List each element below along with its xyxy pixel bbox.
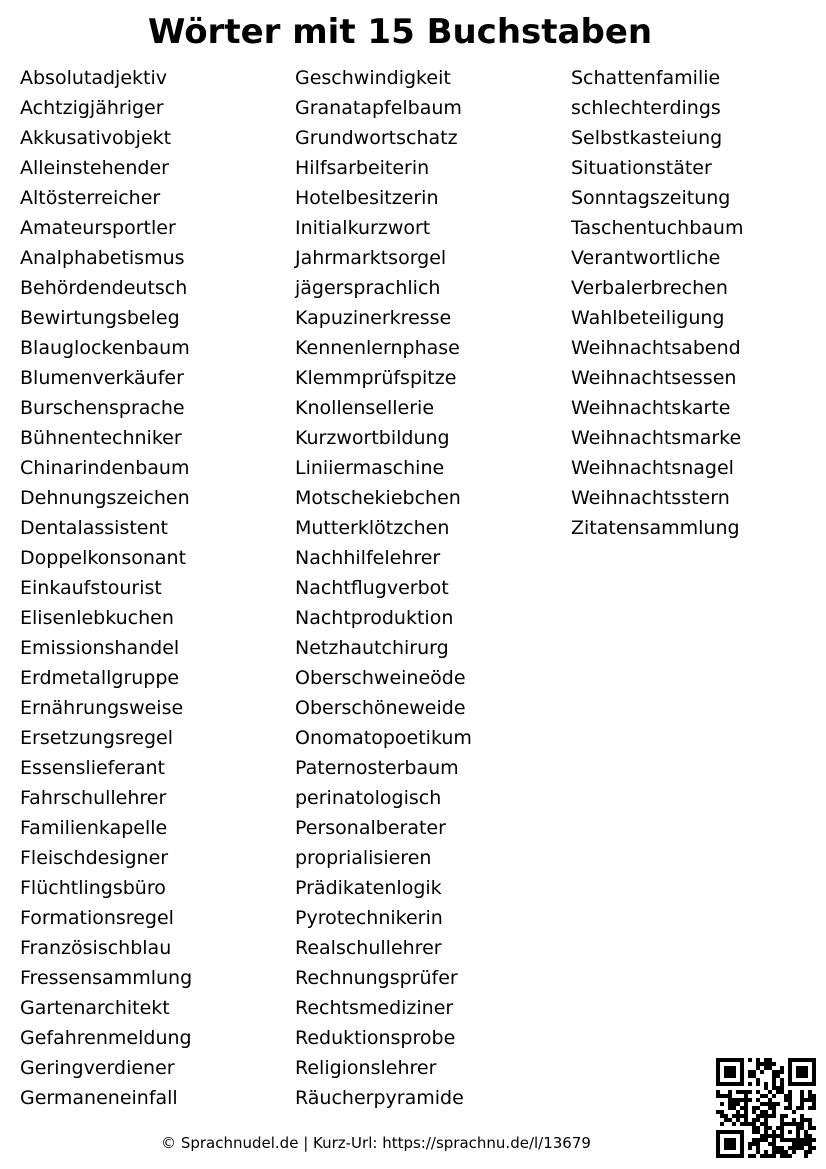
word-item: jägersprachlich [295, 277, 441, 299]
word-item: Kennenlernphase [295, 337, 460, 359]
word-item: Doppelkonsonant [20, 547, 187, 569]
word-item: Fressensammlung [20, 967, 193, 989]
word-item: Taschentuchbaum [571, 217, 744, 239]
word-item: Dentalassistent [20, 517, 168, 539]
word-item: Sonntagszeitung [571, 187, 731, 209]
word-item: Weihnachtskarte [571, 397, 731, 419]
word-item: Hilfsarbeiterin [295, 157, 430, 179]
word-item: Schattenfamilie [571, 67, 721, 89]
word-item: Akkusativobjekt [20, 127, 172, 149]
word-item: Knollensellerie [295, 397, 435, 419]
footer-credit: © Sprachnudel.de | Kurz-Url: https://sprachnu.de/l/13679 [161, 1134, 591, 1152]
word-item: Gartenarchitekt [20, 997, 170, 1019]
word-item: Reduktionsprobe [295, 1027, 456, 1049]
word-item: Amateursportler [20, 217, 176, 239]
word-item: Elisenlebkuchen [20, 607, 174, 629]
word-item: Französischblau [20, 937, 172, 959]
word-item: schlechterdings [571, 97, 721, 119]
word-item: Hotelbesitzerin [295, 187, 439, 209]
word-item: Selbstkasteiung [571, 127, 723, 149]
word-item: Achtzigjähriger [20, 97, 164, 119]
word-item: Netzhautchirurg [295, 637, 449, 659]
word-item: Klemmprüfspitze [295, 367, 457, 389]
word-item: Gefahrenmeldung [20, 1027, 192, 1049]
word-item: Flüchtlingsbüro [20, 877, 166, 899]
word-item: Absolutadjektiv [20, 67, 167, 89]
word-item: Onomatopoetikum [295, 727, 472, 749]
word-item: Weihnachtsessen [571, 367, 737, 389]
word-item: Pyrotechnikerin [295, 907, 443, 929]
word-item: Bühnentechniker [20, 427, 182, 449]
word-item: Nachtflugverbot [295, 577, 449, 599]
word-item: Blauglockenbaum [20, 337, 190, 359]
word-item: Prädikatenlogik [295, 877, 442, 899]
word-item: Kapuzinerkresse [295, 307, 452, 329]
word-item: Fleischdesigner [20, 847, 169, 869]
word-item: Zitatensammlung [571, 517, 740, 539]
word-item: Bewirtungsbeleg [20, 307, 180, 329]
word-item: Mutterklötzchen [295, 517, 450, 539]
word-item: Weihnachtsnagel [571, 457, 734, 479]
word-item: Analphabetismus [20, 247, 185, 269]
word-item: Burschensprache [20, 397, 185, 419]
word-item: perinatologisch [295, 787, 442, 809]
word-item: Ersetzungsregel [20, 727, 173, 749]
word-item: Initialkurzwort [295, 217, 431, 239]
word-item: Weihnachtsabend [571, 337, 741, 359]
word-item: Nachhilfelehrer [295, 547, 441, 569]
word-item: Realschullehrer [295, 937, 442, 959]
word-item: Formationsregel [20, 907, 174, 929]
word-item: Fahrschullehrer [20, 787, 167, 809]
word-item: Behördendeutsch [20, 277, 188, 299]
word-item: Räucherpyramide [295, 1087, 464, 1109]
word-item: Weihnachtsmarke [571, 427, 742, 449]
word-item: Paternosterbaum [295, 757, 459, 779]
word-item: Germaneneinfall [20, 1087, 178, 1109]
word-item: Weihnachtsstern [571, 487, 730, 509]
word-item: Granatapfelbaum [295, 97, 462, 119]
word-item: Geringverdiener [20, 1057, 175, 1079]
word-item: Ernährungsweise [20, 697, 184, 719]
word-item: Liniiermaschine [295, 457, 445, 479]
word-column-1 [20, 63, 192, 1113]
word-item: Kurzwortbildung [295, 427, 450, 449]
page-title: Wörter mit 15 Buchstaben [147, 12, 653, 52]
word-item: Jahrmarktsorgel [295, 247, 447, 269]
word-item: Altösterreicher [20, 187, 161, 209]
word-item: Grundwortschatz [295, 127, 458, 149]
word-item: Erdmetallgruppe [20, 667, 180, 689]
word-column-3 [571, 63, 743, 543]
word-item: Geschwindigkeit [295, 67, 451, 89]
word-item: Alleinstehender [20, 157, 169, 179]
word-item: Oberschöneweide [295, 697, 466, 719]
word-item: Rechtsmediziner [295, 997, 454, 1019]
word-item: Verantwortliche [571, 247, 721, 269]
word-item: Rechnungsprüfer [295, 967, 458, 989]
word-item: Oberschweineöde [295, 667, 466, 689]
word-item: Religionslehrer [295, 1057, 437, 1079]
word-item: Personalberater [295, 817, 446, 839]
word-column-2 [295, 63, 472, 1113]
word-item: Wahlbeteiligung [571, 307, 725, 329]
word-item: proprialisieren [295, 847, 432, 869]
word-item: Verbalerbrechen [571, 277, 728, 299]
word-item: Einkaufstourist [20, 577, 162, 599]
word-item: Nachtproduktion [295, 607, 454, 629]
word-item: Emissionshandel [20, 637, 180, 659]
word-item: Dehnungszeichen [20, 487, 190, 509]
word-item: Motschekiebchen [295, 487, 461, 509]
word-item: Familienkapelle [20, 817, 168, 839]
word-item: Situationstäter [571, 157, 712, 179]
word-item: Blumenverkäufer [20, 367, 184, 389]
word-item: Essenslieferant [20, 757, 166, 779]
word-item: Chinarindenbaum [20, 457, 190, 479]
qr-code-icon [716, 1058, 816, 1158]
